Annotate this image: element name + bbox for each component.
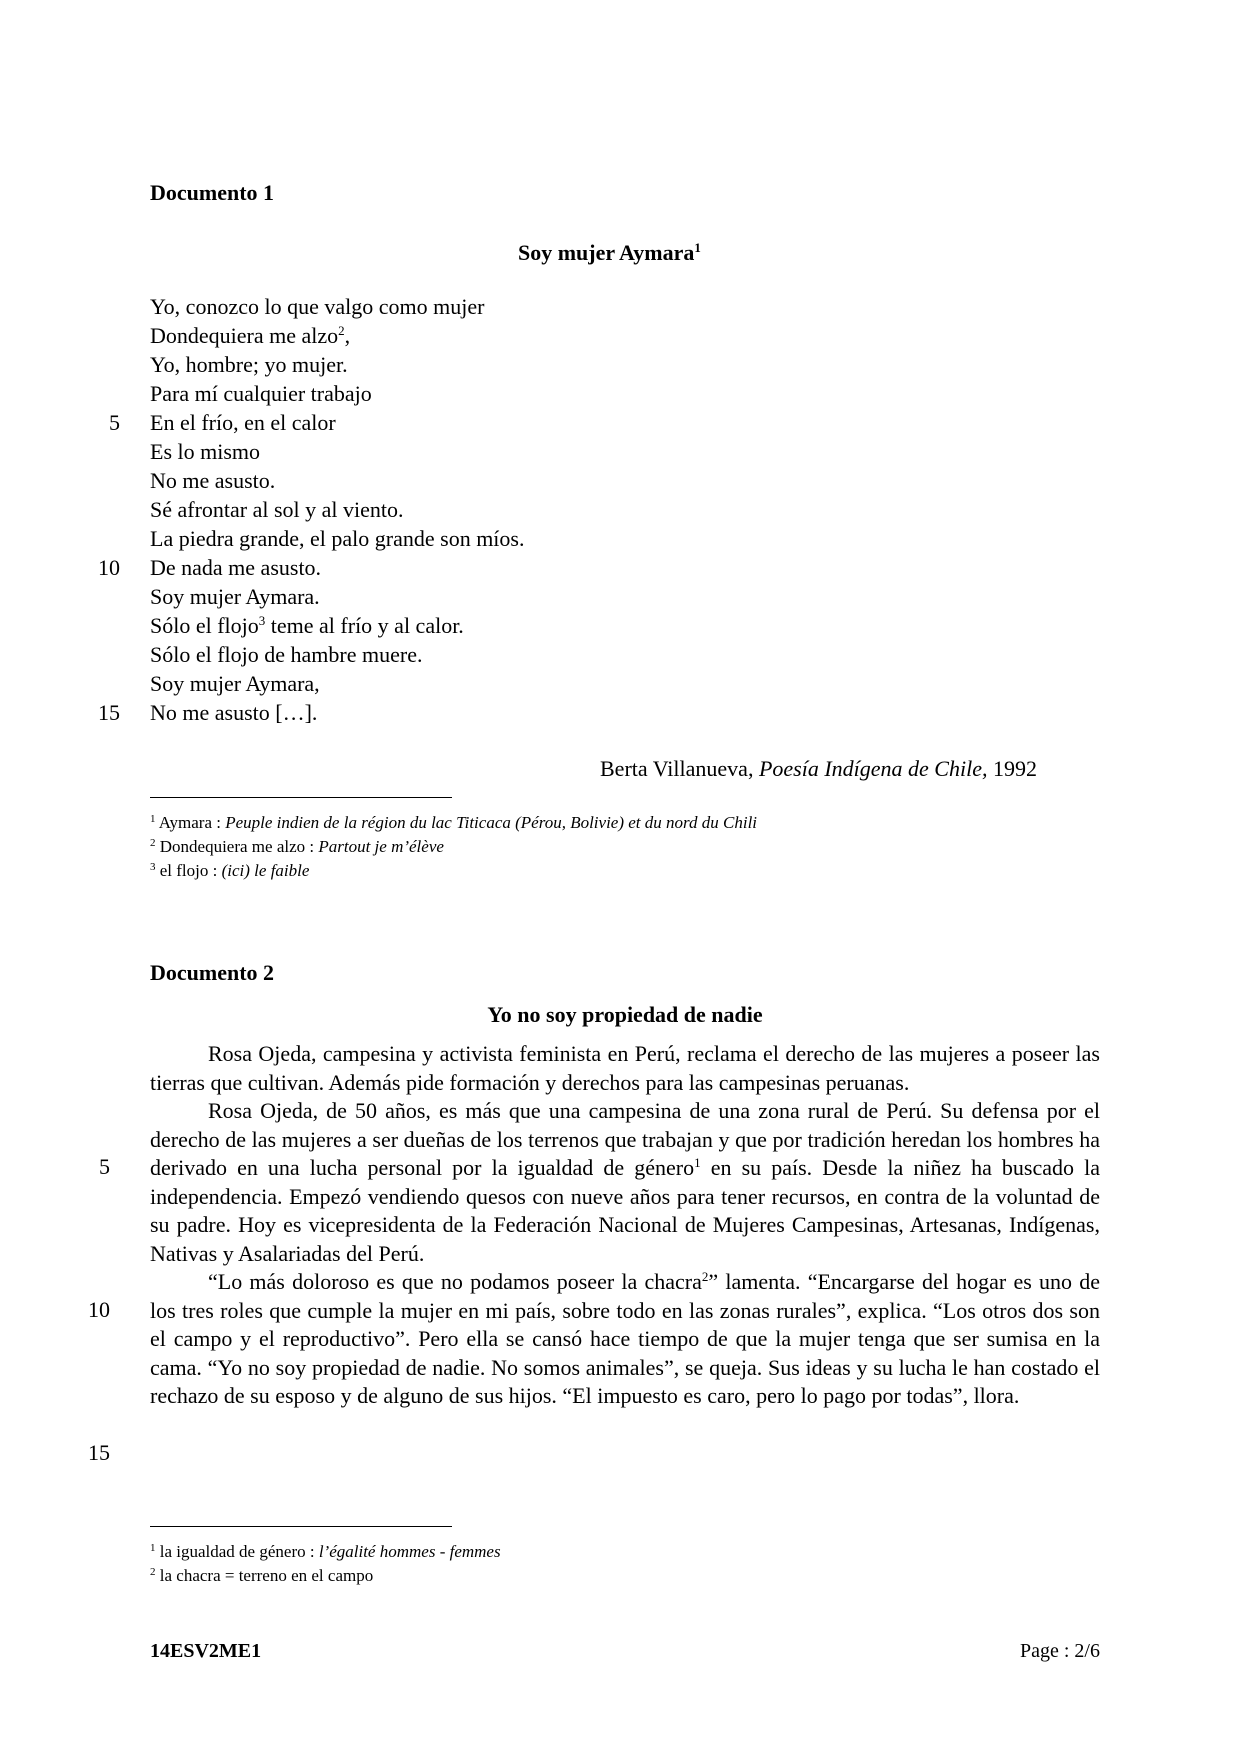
doc1-source xyxy=(600,756,1037,782)
poem-line-tail: , xyxy=(344,323,351,348)
doc1-title-text: Soy mujer Aymara xyxy=(518,240,695,265)
poem xyxy=(98,292,525,727)
doc2-paragraph-1 xyxy=(150,1097,1100,1268)
doc1-footnote-2 xyxy=(150,835,757,859)
doc2-intro: Rosa Ojeda, campesina y activista feminista en Perú, reclama el derecho de las mujeres a poseer las tierras que cultivan. Además pide formación y derechos para las campesinas peruanas. xyxy=(150,1041,1100,1095)
doc2-footnotes xyxy=(150,1540,501,1588)
footnote-number: 1 xyxy=(150,1542,156,1554)
poem-line xyxy=(150,669,524,698)
poem-line xyxy=(150,321,524,350)
poem-line xyxy=(98,553,524,582)
footnote-term: Aymara : xyxy=(155,813,226,832)
doc1-title-note: 1 xyxy=(694,240,701,255)
footnote-gloss: (ici) le faible xyxy=(221,861,310,880)
footnote-gloss: Peuple indien de la région du lac Titicaca (Pérou, Bolivie) et du nord du Chili xyxy=(225,813,758,832)
source-book: Poesía Indígena de Chile, xyxy=(758,756,988,781)
poem-line xyxy=(150,582,524,611)
poem-line-text: En el frío, en el calor xyxy=(150,410,336,435)
doc2-body xyxy=(150,1040,1100,1411)
doc2-title: Yo no soy propiedad de nadie xyxy=(487,1002,763,1027)
paragraph-text: “Lo más doloroso es que no podamos poseer la chacra xyxy=(208,1269,702,1294)
paragraph-text: ” lamenta. “Encargarse del hogar es uno de los tres roles que cumple la mujer en mi país, sobre todo en las zonas rurales”, explica. “Los otros dos son el campo y el reproductivo”. Pero ella se cansó hace tiempo de que la mujer tenga que ser sumisa en la cama. “Yo no soy propiedad de nadie. No somos animales”, se queja. Sus ideas y su lucha le han costado el rechazo de su esposo y de alguno de sus hijos. “El impuesto es caro, pero lo pago por todas”, llora. xyxy=(150,1269,1100,1408)
poem-line-text: Sé afrontar al sol y al viento. xyxy=(150,497,404,522)
poem-line-number: 15 xyxy=(98,700,120,725)
poem-line-text: Dondequiera me alzo xyxy=(150,323,339,348)
poem-line xyxy=(150,437,524,466)
footnote-term: Dondequiera me alzo : xyxy=(155,837,319,856)
poem-line xyxy=(150,292,524,321)
footnote-number: 3 xyxy=(150,861,156,873)
poem-footnote-ref: 3 xyxy=(258,613,266,628)
exam-code: 14ESV2ME1 xyxy=(150,1640,262,1662)
footnote-term: la igualdad de género : xyxy=(155,1542,319,1561)
doc1-label: Documento 1 xyxy=(150,180,275,205)
footnote-ref: 1 xyxy=(694,1155,701,1170)
footnote-gloss: l’égalité hommes - femmes xyxy=(318,1542,501,1561)
poem-line-text: De nada me asusto. xyxy=(150,555,322,580)
poem-line xyxy=(150,350,524,379)
doc1-footnote-3 xyxy=(150,859,757,883)
poem-line xyxy=(150,495,524,524)
poem-line xyxy=(150,611,524,640)
doc2-line-number-5: 5 xyxy=(99,1154,110,1179)
paragraph-text: en su país. Desde la niñez ha buscado la independencia. Empezó vendiendo quesos con nueve años para tener recursos, en contra de la voluntad de su padre. Hoy es vicepresidenta de la Federación Nacional de Mujeres Campesinas, Artesanas, Indígenas, Nativas y Asalariadas del Perú. xyxy=(150,1155,1100,1266)
footnote-term: el flojo : xyxy=(155,861,222,880)
doc1-footnotes xyxy=(150,811,757,883)
page-number: Page : 2/6 xyxy=(1020,1640,1100,1662)
poem-line xyxy=(150,640,524,669)
poem-line xyxy=(150,379,524,408)
poem-footnote-ref: 2 xyxy=(338,323,345,338)
doc2-line-number-10: 10 xyxy=(88,1297,110,1322)
doc1-title xyxy=(518,240,701,266)
footnote-term: la chacra = terreno en el campo xyxy=(155,1566,374,1585)
footnote-separator xyxy=(150,797,452,798)
poem-line xyxy=(150,466,524,495)
footnote-gloss: Partout je m’élève xyxy=(318,837,444,856)
doc2-line-number-15: 15 xyxy=(88,1440,110,1465)
poem-line xyxy=(109,408,524,437)
poem-line xyxy=(150,524,524,553)
poem-line-text: Sólo el flojo xyxy=(150,613,259,638)
poem-line-tail: teme al frío y al calor. xyxy=(265,613,464,638)
doc2-footnote-2 xyxy=(150,1564,501,1588)
doc2-paragraph-2 xyxy=(150,1268,1100,1411)
poem-line xyxy=(98,698,524,727)
poem-line-text: Yo, hombre; yo mujer. xyxy=(150,352,348,377)
poem-line-text: Soy mujer Aymara, xyxy=(150,671,320,696)
poem-line-number: 5 xyxy=(109,410,120,435)
poem-line-text: Sólo el flojo de hambre muere. xyxy=(150,642,423,667)
poem-line-text: No me asusto […]. xyxy=(150,700,318,725)
poem-line-number: 10 xyxy=(98,555,120,580)
doc2-footnote-1 xyxy=(150,1540,501,1564)
footnote-number: 2 xyxy=(150,837,156,849)
footnote-separator xyxy=(150,1526,452,1527)
footnote-ref: 2 xyxy=(701,1269,709,1284)
footnote-number: 1 xyxy=(150,813,156,825)
doc2-label: Documento 2 xyxy=(150,960,275,985)
poem-line-text: La piedra grande, el palo grande son míos. xyxy=(150,526,525,551)
source-author: Berta Villanueva, xyxy=(600,756,759,781)
paragraph-text: Rosa Ojeda, de 50 años, es más que una campesina de una zona rural de Perú. Su defensa por el derecho de las mujeres a ser dueñas de los terrenos que trabajan y que por tradición heredan los hombres ha derivado en una lucha personal por la igualdad de género xyxy=(150,1098,1100,1180)
poem-line-text: Es lo mismo xyxy=(150,439,261,464)
poem-line-text: Para mí cualquier trabajo xyxy=(150,381,372,406)
poem-line-text: Soy mujer Aymara. xyxy=(150,584,320,609)
doc1-footnote-1 xyxy=(150,811,757,835)
footnote-number: 2 xyxy=(150,1566,156,1578)
poem-line-text: No me asusto. xyxy=(150,468,276,493)
source-year: 1992 xyxy=(987,756,1037,781)
poem-line-text: Yo, conozco lo que valgo como mujer xyxy=(150,294,485,319)
